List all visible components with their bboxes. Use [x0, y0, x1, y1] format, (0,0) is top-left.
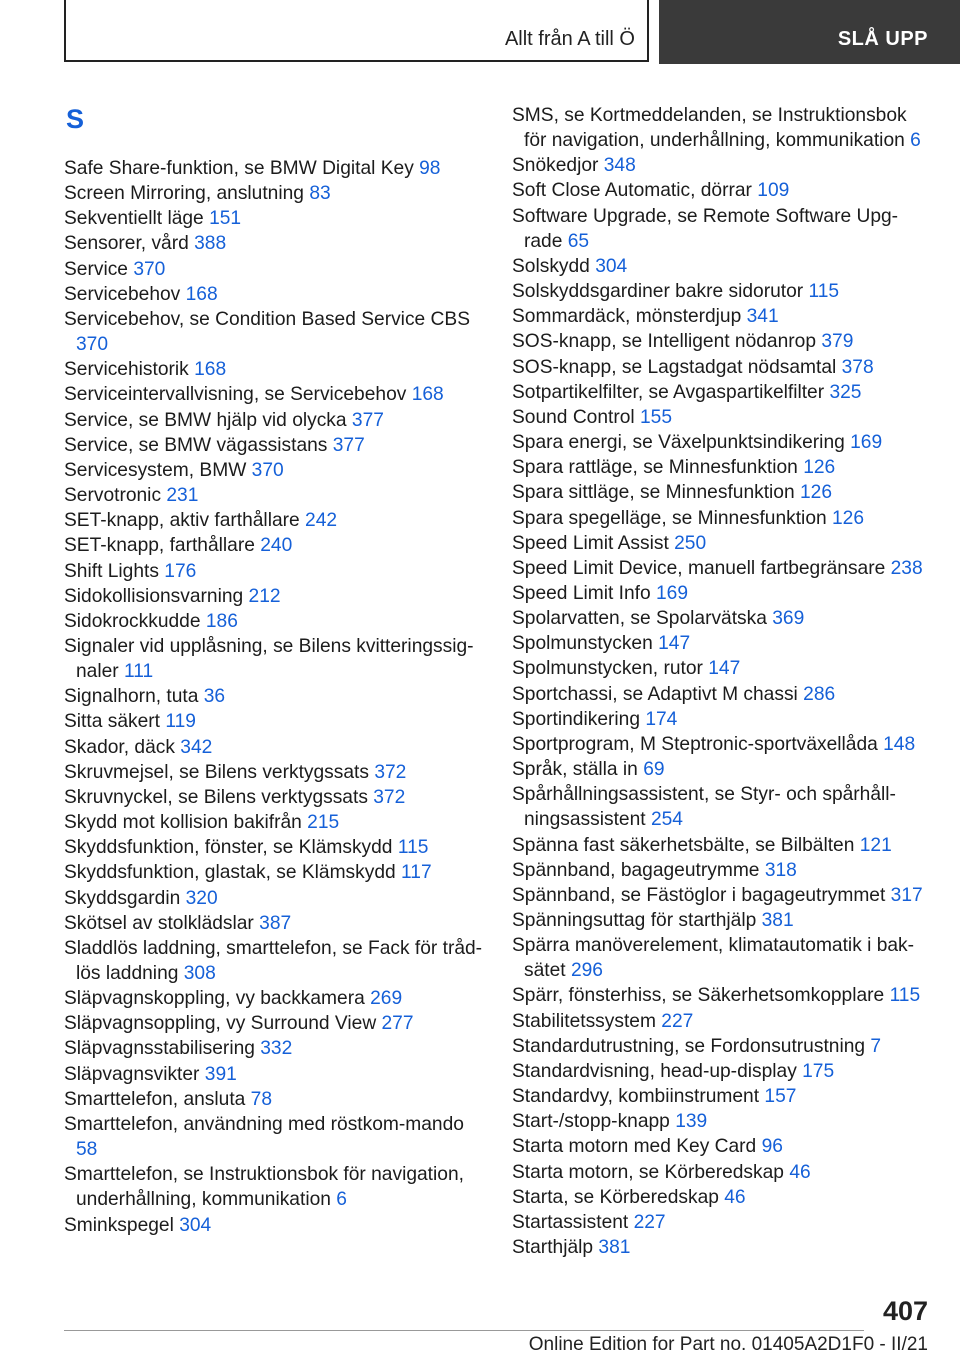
page-reference-link[interactable]: 318 — [764, 859, 797, 881]
index-entry — [512, 1109, 932, 1134]
page-reference-link[interactable]: 147 — [708, 658, 741, 680]
index-entry — [512, 858, 932, 883]
index-entry-text: Spolarvatten, se Spolarvätska — [512, 608, 767, 630]
page-reference-link[interactable]: 379 — [821, 331, 854, 353]
index-entry-text: Standardvy, kombiinstrument — [512, 1086, 760, 1108]
index-entry — [512, 682, 932, 707]
page-reference-link[interactable]: 121 — [859, 834, 892, 856]
index-entry-text: Speed Limit Info — [512, 582, 651, 604]
index-entry — [512, 329, 932, 354]
page-reference-link[interactable]: 96 — [761, 1136, 783, 1158]
index-entry — [512, 606, 932, 631]
page-reference-link[interactable]: 7 — [870, 1035, 882, 1057]
page-reference-link[interactable]: 240 — [260, 535, 293, 557]
page-reference-link[interactable]: 377 — [332, 434, 365, 456]
page-reference-link[interactable]: 58 — [76, 1139, 98, 1161]
section-letter: S — [66, 104, 85, 134]
page-reference-link[interactable]: 377 — [351, 409, 384, 431]
page-reference-link[interactable]: 387 — [259, 912, 292, 934]
index-entry — [64, 1162, 484, 1212]
index-entry — [64, 231, 484, 256]
index-tab-label: Allt från A till Ö — [504, 28, 635, 50]
index-entry-text: Spolmunstycken — [512, 633, 653, 655]
index-entry — [64, 1062, 484, 1087]
page-reference-link[interactable]: 186 — [205, 610, 238, 632]
page-reference-link[interactable]: 169 — [850, 432, 883, 454]
index-entry — [512, 1009, 932, 1034]
index-entry-text: Sotpartikelfilter, se Avgaspartikelfilter — [512, 381, 825, 403]
index-entry-text: Smarttelefon, ansluta — [64, 1088, 246, 1110]
index-entry — [512, 908, 932, 933]
index-entry-text: Sportprogram, M Steptronic-sportväxellåda — [512, 733, 878, 755]
index-entry — [512, 782, 932, 832]
index-entry-text: Släpvagnsoppling, vy Surround View — [64, 1013, 377, 1035]
index-entry — [64, 1011, 484, 1036]
index-entry — [512, 1034, 932, 1059]
index-entry — [512, 204, 932, 254]
index-entry — [64, 986, 484, 1011]
index-entry-text: Standardutrustning, se Fordonsutrustning — [512, 1035, 866, 1057]
index-entry-text: Signalhorn, tuta — [64, 686, 199, 708]
page-reference-link[interactable]: 378 — [841, 356, 874, 378]
index-entry — [512, 883, 932, 908]
page-reference-link[interactable]: 372 — [374, 761, 407, 783]
page-reference-link[interactable]: 212 — [248, 585, 281, 607]
index-entry-text: Spärr, fönsterhiss, se Säkerhetsomkopplare — [512, 985, 885, 1007]
page-reference-link[interactable]: 46 — [724, 1186, 746, 1208]
page-reference-link[interactable]: 254 — [650, 809, 683, 831]
index-entry-text: Smarttelefon, användning med röstkom-mando — [64, 1113, 464, 1135]
index-entry — [512, 556, 932, 581]
index-entry — [64, 559, 484, 584]
index-entry — [512, 380, 932, 405]
page-reference-link[interactable]: 348 — [603, 155, 636, 177]
index-entry-text: Standardvisning, head-up-display — [512, 1060, 797, 1082]
index-entry — [512, 1235, 932, 1260]
index-entry — [512, 1210, 932, 1235]
index-entry-text: SET-knapp, farthållare — [64, 535, 255, 557]
index-entry — [64, 483, 484, 508]
index-entry — [64, 382, 484, 407]
index-entry — [512, 103, 932, 153]
index-entry-text: Sound Control — [512, 406, 635, 428]
index-column-left — [64, 100, 484, 1238]
index-entry — [512, 405, 932, 430]
page-reference-link[interactable]: 369 — [772, 608, 805, 630]
index-entry-text: Servotronic — [64, 485, 162, 507]
page-reference-link[interactable]: 168 — [185, 283, 218, 305]
index-entry — [64, 911, 484, 936]
index-entry-text: Sportindikering — [512, 708, 640, 730]
index-entry — [64, 257, 484, 282]
footer-divider — [64, 1330, 864, 1331]
index-entry — [64, 760, 484, 785]
page-reference-link[interactable]: 242 — [305, 510, 338, 532]
index-entry-text: Shift Lights — [64, 560, 159, 582]
index-entry — [512, 656, 932, 681]
index-entry — [64, 181, 484, 206]
index-entry-text: Spärra manöverelement, klimatautomatik i bak-sätet — [512, 935, 915, 982]
index-entry-text: Solskydd — [512, 255, 590, 277]
index-entry-text: Skruvnyckel, se Bilens verktygssats — [64, 786, 368, 808]
index-entry-text: Sidokollisionsvarning — [64, 585, 244, 607]
index-entry-text: Starta motorn med Key Card — [512, 1136, 757, 1158]
page-reference-link[interactable]: 168 — [411, 384, 444, 406]
index-entry-text: Sitta säkert — [64, 711, 160, 733]
index-list-left — [64, 156, 484, 1238]
page-reference-link[interactable]: 126 — [803, 457, 836, 479]
page-reference-link[interactable]: 381 — [761, 910, 794, 931]
index-entry — [512, 1084, 932, 1109]
index-entry — [512, 757, 932, 782]
index-entry — [64, 584, 484, 609]
page-reference-link[interactable]: 157 — [764, 1086, 797, 1108]
index-entry-text: Skruvmejsel, se Bilens verktygssats — [64, 761, 369, 783]
index-entry-text: Sidokrockkudde — [64, 610, 201, 632]
index-entry — [512, 707, 932, 732]
index-entry-text: Solskyddsgardiner bakre sidorutor — [512, 281, 804, 303]
page-reference-link[interactable]: 231 — [166, 485, 199, 507]
index-entry-text: Släpvagnsvikter — [64, 1063, 200, 1085]
index-entry — [64, 634, 484, 684]
index-entry — [512, 178, 932, 203]
index-entry-text: Spara spegelläge, se Minnesfunktion — [512, 507, 827, 529]
index-entry — [512, 631, 932, 656]
top-navigation — [0, 0, 960, 66]
page-reference-link[interactable]: 308 — [183, 963, 216, 984]
page-reference-link[interactable]: 269 — [370, 988, 403, 1010]
look-up-button[interactable] — [659, 0, 960, 64]
index-entry — [64, 684, 484, 709]
index-entry-text: Spara rattläge, se Minnesfunktion — [512, 457, 798, 479]
index-entry-text: Spara energi, se Växelpunktsindikering — [512, 432, 845, 454]
index-entry — [64, 156, 484, 181]
page-reference-link[interactable]: 372 — [373, 786, 406, 808]
page-reference-link[interactable]: 317 — [890, 884, 923, 906]
index-entry — [64, 1112, 484, 1162]
index-entry-text: SET-knapp, aktiv farthållare — [64, 510, 300, 532]
index-entry — [64, 936, 484, 986]
index-entry — [512, 254, 932, 279]
index-entry-text: Snökedjor — [512, 155, 599, 177]
index-entry-text: Speed Limit Assist — [512, 532, 669, 554]
index-entry-text: Skyddsfunktion, fönster, se Klämskydd — [64, 837, 393, 859]
page-reference-link[interactable]: 388 — [194, 233, 227, 255]
index-entry-text: Spolmunstycken, rutor — [512, 658, 703, 680]
index-entry — [512, 933, 932, 983]
page-reference-link[interactable]: 147 — [658, 633, 691, 655]
index-entry-text: Service, se BMW hjälp vid olycka — [64, 409, 347, 431]
page-reference-link[interactable]: 111 — [124, 661, 154, 683]
index-entry — [512, 480, 932, 505]
index-entry-text: Servicesystem, BMW — [64, 459, 247, 481]
index-entry-text: Startassistent — [512, 1211, 629, 1233]
index-entry-text: Skötsel av stolklädslar — [64, 912, 254, 934]
page-reference-link[interactable]: 238 — [890, 557, 923, 579]
page-reference-link[interactable]: 342 — [180, 736, 213, 758]
index-entry-text: Screen Mirroring, anslutning — [64, 183, 304, 205]
index-entry — [64, 735, 484, 760]
page-reference-link[interactable]: 98 — [419, 158, 441, 179]
page-reference-link[interactable]: 115 — [808, 281, 840, 303]
index-entry-text: Släpvagnskoppling, vy backkamera — [64, 988, 365, 1010]
index-entry-text: Spara sittläge, se Minnesfunktion — [512, 482, 795, 504]
page-reference-link[interactable]: 296 — [570, 960, 603, 982]
page-reference-link[interactable]: 370 — [133, 258, 166, 280]
index-entry — [64, 1036, 484, 1061]
page-reference-link[interactable]: 176 — [164, 560, 197, 582]
page-reference-link[interactable]: 46 — [789, 1161, 811, 1183]
page-reference-link[interactable]: 69 — [643, 759, 665, 781]
index-entry — [64, 709, 484, 734]
page-reference-link[interactable]: 381 — [598, 1237, 631, 1259]
page-reference-link[interactable]: 65 — [567, 230, 590, 252]
index-list-right — [512, 103, 932, 1260]
index-entry-text: Sportchassi, se Adaptivt M chassi — [512, 683, 798, 705]
page-reference-link[interactable]: 320 — [185, 887, 218, 909]
index-entry — [64, 206, 484, 231]
index-entry-text: Safe Share-funktion, se BMW Digital Key — [64, 158, 414, 179]
index-entry-text: Skador, däck — [64, 736, 175, 758]
index-column-right — [512, 103, 932, 1260]
page-reference-link[interactable]: 250 — [674, 532, 707, 554]
index-entry-text: Släpvagnsstabilisering — [64, 1038, 255, 1060]
index-entry — [64, 835, 484, 860]
index-entry — [64, 357, 484, 382]
index-entry — [64, 282, 484, 307]
index-entry-text: Servicehistorik — [64, 359, 189, 381]
page-reference-link[interactable]: 174 — [645, 708, 678, 730]
page-reference-link[interactable]: 109 — [757, 180, 790, 202]
page-reference-link[interactable]: 115 — [397, 837, 429, 859]
page-reference-link[interactable]: 119 — [165, 711, 196, 733]
index-entry — [512, 581, 932, 606]
index-entry-text: Service — [64, 258, 128, 280]
page-reference-link[interactable]: 78 — [250, 1088, 273, 1110]
page-reference-link[interactable]: 227 — [633, 1211, 666, 1233]
index-entry — [64, 458, 484, 483]
index-entry-text: Signaler vid upplåsning, se Bilens kvitteringssig-naler — [64, 635, 474, 683]
index-entry-text: Sekventiellt läge — [64, 208, 204, 230]
index-entry-text: Spännband, se Fästöglor i bagageutrymmet — [512, 884, 886, 906]
index-entry-text: Soft Close Automatic, dörrar — [512, 180, 752, 202]
page-reference-link[interactable]: 304 — [179, 1214, 212, 1236]
page-reference-link[interactable]: 168 — [194, 359, 227, 381]
look-up-button-label: SLÅ UPP — [837, 28, 928, 50]
index-entry — [64, 810, 484, 835]
index-entry-text: Smarttelefon, se Instruktionsbok för navigation, underhållning, kommunikation — [64, 1164, 464, 1211]
page-reference-link[interactable]: 6 — [910, 130, 921, 152]
index-entry-text: Speed Limit Device, manuell fartbegränsare — [512, 557, 886, 579]
index-entry-text: Sminkspegel — [64, 1214, 174, 1236]
index-entry-text: Språk, ställa in — [512, 759, 638, 781]
page-reference-link[interactable]: 36 — [203, 686, 226, 708]
index-entry — [64, 508, 484, 533]
index-entry — [512, 531, 932, 556]
index-entry — [512, 1134, 932, 1159]
page-reference-link[interactable]: 332 — [260, 1038, 293, 1060]
index-entry — [512, 1059, 932, 1084]
index-entry — [512, 355, 932, 380]
page-reference-link[interactable]: 151 — [209, 208, 242, 230]
page-number: 407 — [882, 1296, 928, 1326]
index-entry-text: Servicebehov, se Condition Based Service CBS — [64, 308, 470, 330]
page-reference-link[interactable]: 370 — [251, 459, 284, 481]
index-entry-text: Start-/stopp-knapp — [512, 1111, 670, 1133]
index-entry — [512, 732, 932, 757]
index-entry-text: Starta, se Körberedskap — [512, 1186, 719, 1208]
page-reference-link[interactable]: 139 — [675, 1111, 708, 1133]
index-entry — [64, 860, 484, 885]
page-reference-link[interactable]: 115 — [889, 985, 921, 1007]
page-reference-link[interactable]: 304 — [595, 255, 628, 277]
index-entry-text: SMS, se Kortmeddelanden, se Instruktionsbok för navigation, underhållning, kommunikation — [512, 105, 907, 152]
page-reference-link[interactable]: 148 — [883, 733, 916, 755]
page-reference-link[interactable]: 6 — [336, 1189, 347, 1211]
index-entry — [512, 304, 932, 329]
index-entry-text: Stabilitetssystem — [512, 1010, 656, 1032]
page-reference-link[interactable]: 227 — [661, 1010, 694, 1032]
index-entry-text: Sensorer, vård — [64, 233, 189, 255]
index-entry — [64, 609, 484, 634]
index-entry-text: Sladdlös laddning, smarttelefon, se Fack för tråd-lös laddning — [64, 937, 483, 984]
page-reference-link[interactable]: 175 — [802, 1060, 835, 1082]
index-entry-text: SOS-knapp, se Lagstadgat nödsamtal — [512, 356, 837, 378]
page-reference-link[interactable]: 169 — [656, 582, 689, 604]
index-tab[interactable] — [64, 0, 649, 62]
index-entry — [512, 833, 932, 858]
index-entry — [512, 1185, 932, 1210]
page-reference-link[interactable]: 126 — [832, 507, 865, 529]
index-entry — [64, 533, 484, 558]
page-reference-link[interactable]: 391 — [204, 1063, 237, 1085]
index-entry — [64, 886, 484, 911]
index-entry — [64, 433, 484, 458]
index-entry — [512, 279, 932, 304]
index-entry-text: SOS-knapp, se Intelligent nödanrop — [512, 331, 817, 353]
index-entry-text: Servicebehov — [64, 283, 181, 305]
index-entry — [64, 1213, 484, 1238]
index-entry-text: Skyddsfunktion, glastak, se Klämskydd — [64, 862, 396, 884]
index-entry — [512, 430, 932, 455]
index-entry — [64, 785, 484, 810]
page-reference-link[interactable]: 341 — [746, 306, 779, 328]
index-entry — [64, 1087, 484, 1112]
index-entry — [64, 408, 484, 433]
page-reference-link[interactable]: 126 — [800, 482, 833, 504]
index-entry-text: Spårhållningsassistent, se Styr- och spårhåll-ningsassistent — [512, 784, 896, 831]
page-reference-link[interactable]: 117 — [401, 862, 432, 884]
index-entry — [512, 506, 932, 531]
index-entry-text: Skyddsgardin — [64, 887, 181, 909]
index-entry-text: Spännband, bagageutrymme — [512, 859, 760, 881]
index-entry-text: Service, se BMW vägassistans — [64, 434, 328, 456]
page-reference-link[interactable]: 155 — [640, 406, 673, 428]
index-entry-text: Starta motorn, se Körberedskap — [512, 1161, 784, 1183]
index-entry — [512, 455, 932, 480]
index-entry — [64, 307, 484, 357]
index-entry-text: Spänna fast säkerhetsbälte, se Bilbälten — [512, 834, 855, 856]
index-entry — [512, 153, 932, 178]
index-entry-text: Starthjälp — [512, 1237, 594, 1259]
page-reference-link[interactable]: 370 — [76, 334, 109, 356]
index-entry-text: Spänningsuttag för starthjälp — [512, 910, 757, 931]
page-reference-link[interactable]: 286 — [803, 683, 836, 705]
index-entry — [512, 1160, 932, 1185]
index-entry-text: Software Upgrade, se Remote Software Upg-rade — [512, 205, 899, 252]
page-reference-link[interactable]: 83 — [309, 183, 331, 205]
footer-edition-text: Online Edition for Part no. 01405A2D1F0 - II/21 — [528, 1334, 928, 1355]
index-entry — [512, 983, 932, 1008]
index-entry-text: Sommardäck, mönsterdjup — [512, 306, 742, 328]
page-reference-link[interactable]: 277 — [381, 1013, 414, 1035]
index-entry-text: Serviceintervallvisning, se Servicebehov — [64, 384, 407, 406]
page-reference-link[interactable]: 325 — [829, 381, 862, 403]
index-entry-text: Skydd mot kollision bakifrån — [64, 812, 302, 834]
page-reference-link[interactable]: 215 — [307, 812, 340, 834]
